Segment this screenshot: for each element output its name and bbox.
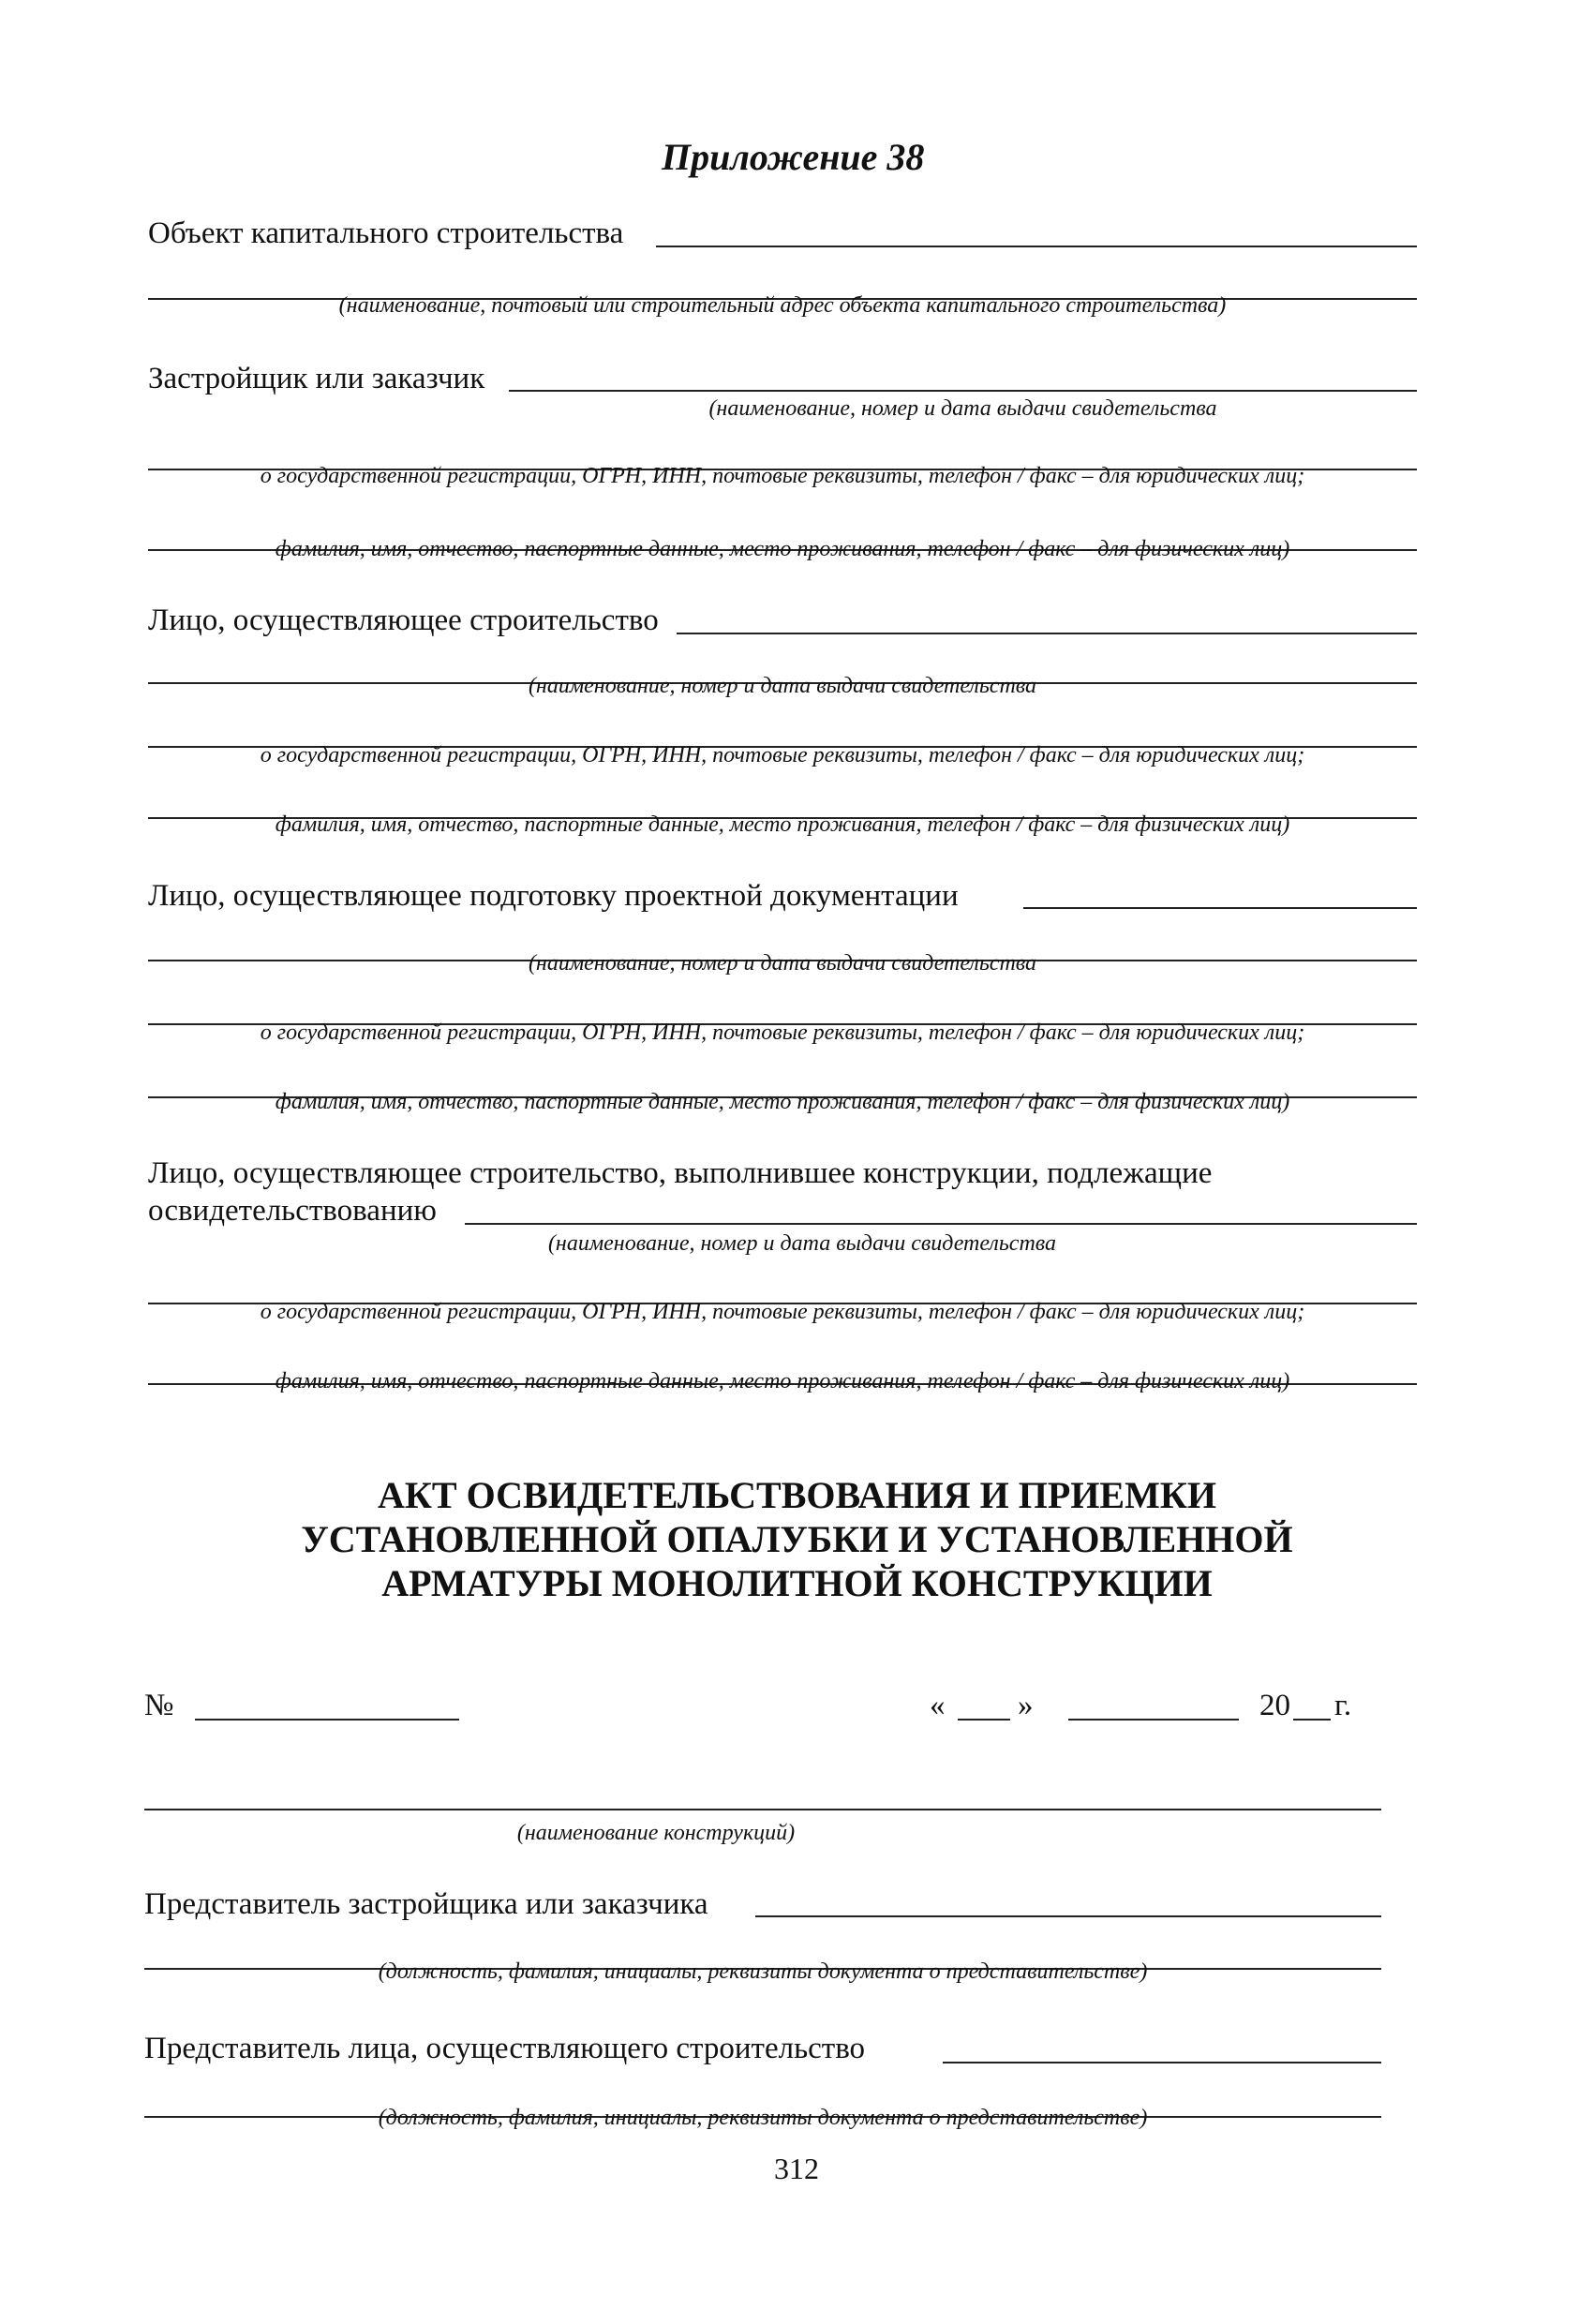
performer-hint-2: о государственной регистрации, ОГРН, ИНН, почтовые реквизиты, телефон / факс – для юридических лиц;: [260, 1300, 1305, 1324]
year-suffix: г.: [1334, 1689, 1352, 1722]
developer-hint-3: фамилия, имя, отчество, паспортные данные, место проживания, телефон / факс – для физических лиц): [275, 537, 1290, 561]
capital-object-label: Объект капитального строительства: [148, 216, 624, 250]
performer-hint-1: (наименование, номер и дата выдачи свидетельства: [547, 1231, 1057, 1256]
developer-hint-2: о государственной регистрации, ОГРН, ИНН, почтовые реквизиты, телефон / факс – для юридических лиц;: [260, 464, 1305, 488]
designer-field[interactable]: [1023, 907, 1417, 909]
quote-close: »: [1018, 1689, 1034, 1722]
construction-name-field[interactable]: [144, 1809, 1381, 1810]
designer-hint-2: о государственной регистрации, ОГРН, ИНН, почтовые реквизиты, телефон / факс – для юридических лиц;: [260, 1020, 1305, 1045]
page-number: 312: [774, 2152, 819, 2185]
developer-hint-1: (наименование, номер и дата выдачи свидетельства: [708, 396, 1217, 421]
performer-hint-3: фамилия, имя, отчество, паспортные данные, место проживания, телефон / факс – для физических лиц): [275, 1369, 1290, 1393]
year-field[interactable]: [1293, 1719, 1331, 1721]
capital-object-hint: (наименование, почтовый или строительный адрес объекта капитального строительства): [338, 293, 1227, 318]
act-title-line3: АРМАТУРЫ МОНОЛИТНОЙ КОНСТРУКЦИИ: [381, 1562, 1213, 1604]
construction-hint: (наименование конструкций): [516, 1821, 796, 1845]
performer-label-line2: освидетельствованию: [148, 1194, 437, 1228]
builder-rep-field[interactable]: [943, 2062, 1381, 2063]
quote-open: «: [930, 1689, 946, 1722]
builder-rep-hint: (должность, фамилия, инициалы, реквизиты документа о представительстве): [378, 2106, 1148, 2130]
act-title-line1: АКТ ОСВИДЕТЕЛЬСТВОВАНИЯ И ПРИЕМКИ: [378, 1474, 1216, 1516]
performer-label-line1: Лицо, осуществляющее строительство, выполнившее конструкции, подлежащие: [148, 1156, 1213, 1190]
builder-field[interactable]: [677, 633, 1417, 634]
number-sign: №: [144, 1689, 174, 1722]
developer-field[interactable]: [509, 390, 1417, 392]
builder-hint-3: фамилия, имя, отчество, паспортные данные, место проживания, телефон / факс – для физических лиц): [275, 812, 1290, 837]
year-prefix: 20: [1259, 1689, 1290, 1722]
builder-rep-label: Представитель лица, осуществляющего строительство: [144, 2032, 866, 2065]
developer-rep-hint: (должность, фамилия, инициалы, реквизиты документа о представительстве): [378, 1959, 1148, 1984]
act-title: [0, 1473, 1594, 1605]
designer-label: Лицо, осуществляющее подготовку проектной документации: [148, 879, 959, 913]
developer-rep-field[interactable]: [755, 1915, 1381, 1917]
designer-hint-3: фамилия, имя, отчество, паспортные данные, место проживания, телефон / факс – для физических лиц): [275, 1090, 1290, 1114]
developer-label: Застройщик или заказчик: [148, 362, 485, 395]
builder-hint-1: (наименование, номер и дата выдачи свидетельства: [528, 674, 1037, 698]
act-title-line2: УСТАНОВЛЕННОЙ ОПАЛУБКИ И УСТАНОВЛЕННОЙ: [301, 1518, 1293, 1560]
builder-hint-2: о государственной регистрации, ОГРН, ИНН, почтовые реквизиты, телефон / факс – для юридических лиц;: [260, 743, 1305, 767]
appendix-title: Приложение 38: [662, 136, 925, 178]
capital-object-field[interactable]: [656, 246, 1417, 247]
month-field[interactable]: [1068, 1719, 1239, 1721]
developer-rep-label: Представитель застройщика или заказчика: [144, 1887, 708, 1921]
day-field[interactable]: [958, 1719, 1010, 1721]
performer-field[interactable]: [465, 1223, 1417, 1225]
designer-hint-1: (наименование, номер и дата выдачи свидетельства: [528, 951, 1037, 976]
act-number-field[interactable]: [195, 1719, 459, 1721]
builder-label: Лицо, осуществляющее строительство: [148, 603, 659, 637]
